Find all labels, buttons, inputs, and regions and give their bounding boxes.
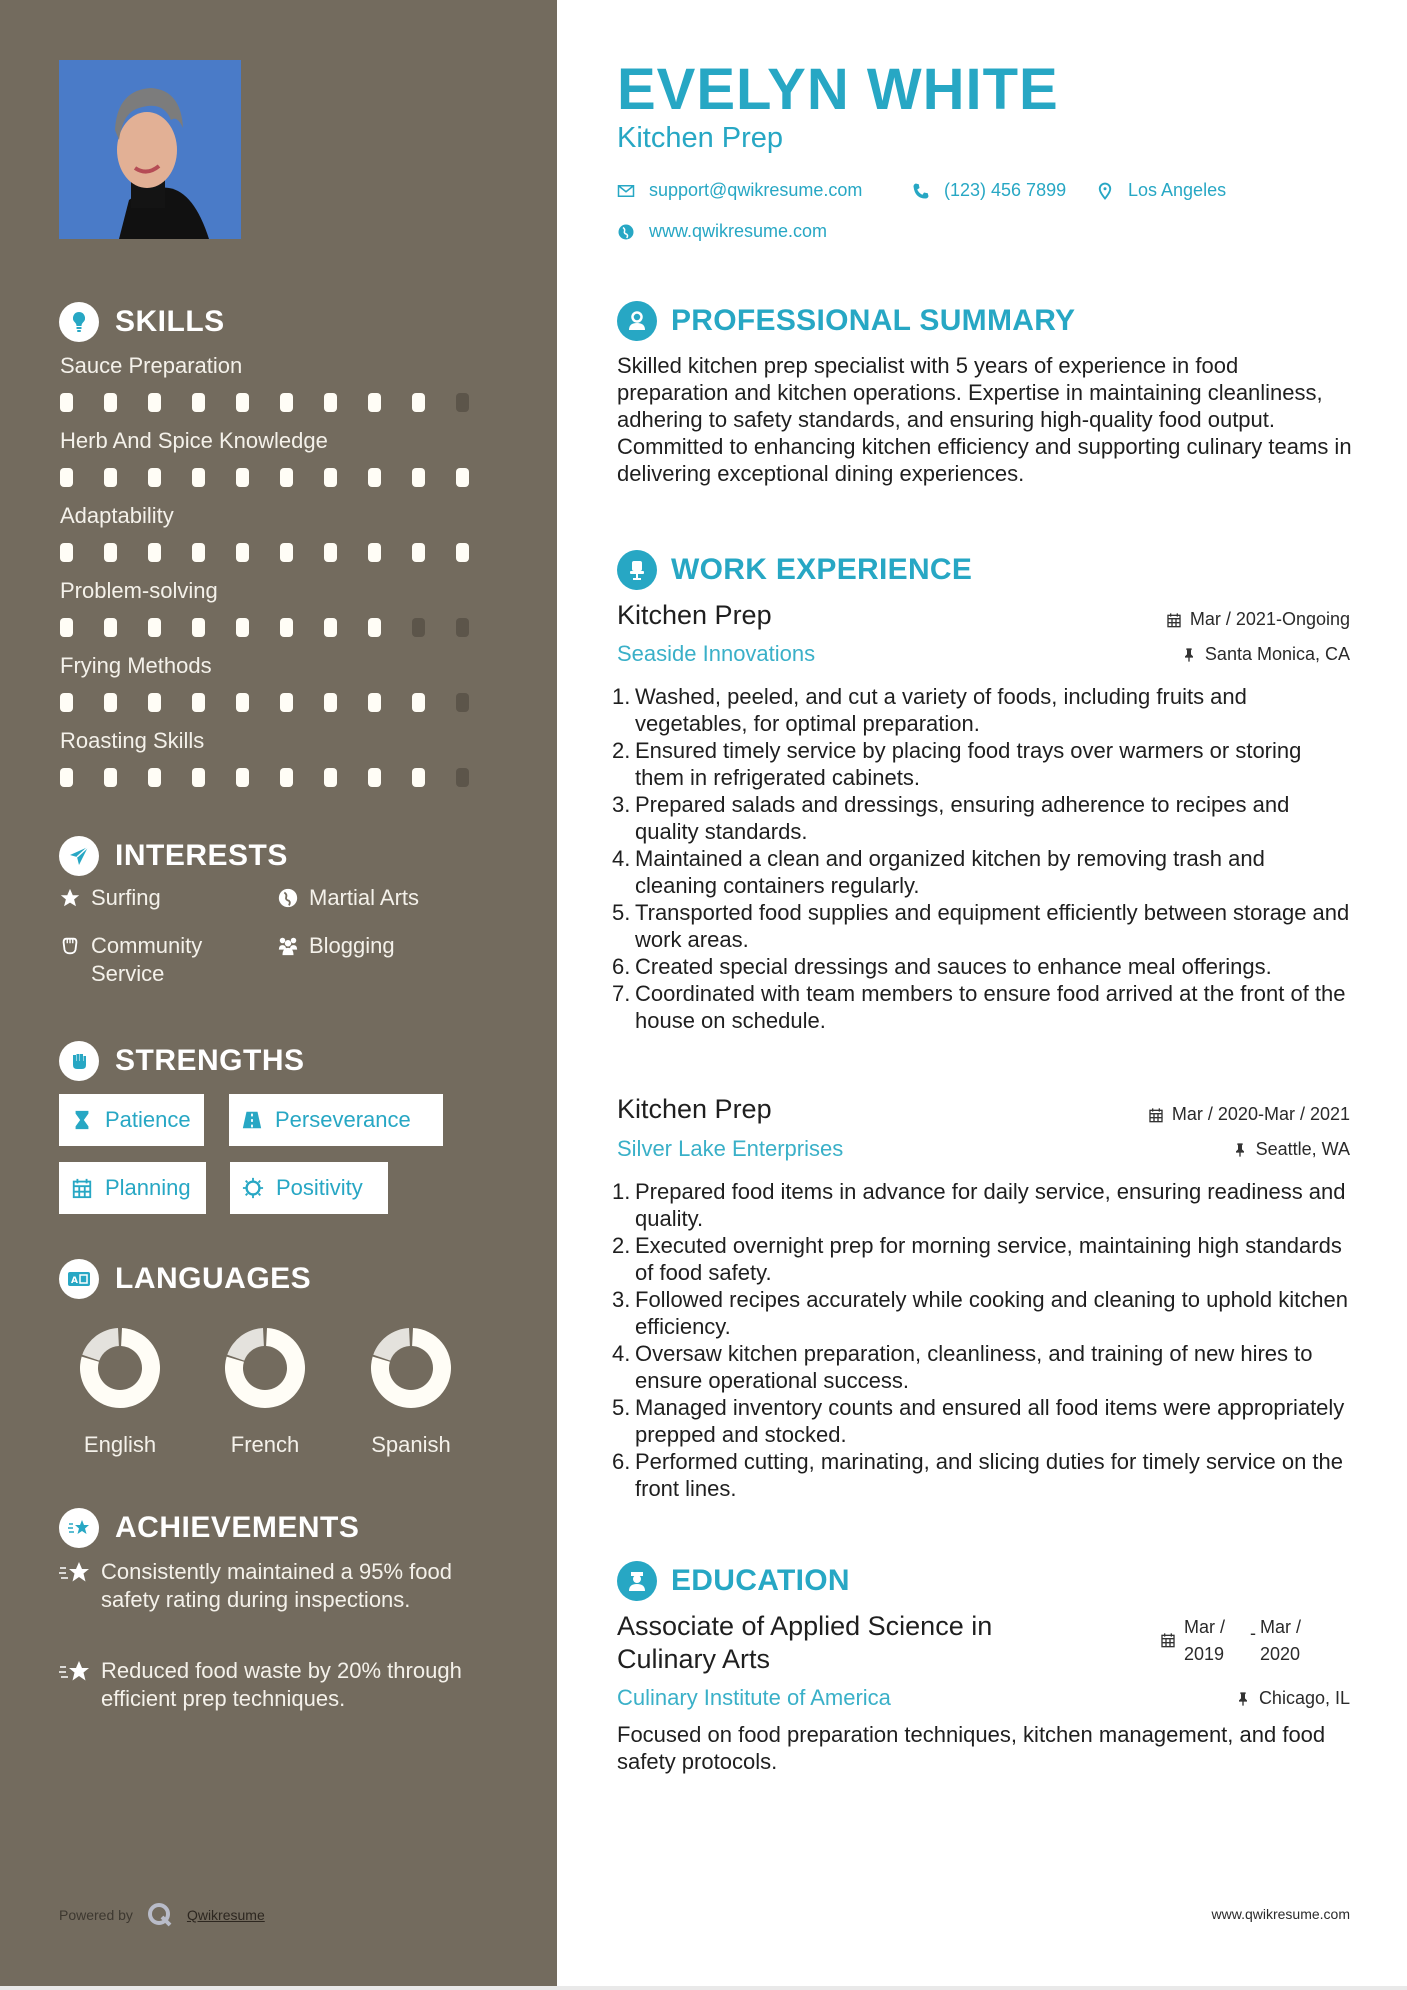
duty-item: 4. Oversaw kitchen preparation, cleanliness, and training of new hires to ensure operational success. (612, 1341, 1313, 1393)
skill-dot (412, 543, 425, 562)
skill-dot (236, 393, 249, 412)
skill-dot (60, 693, 73, 712)
skill-dot (192, 693, 205, 712)
duty-item: 2. Ensured timely service by placing food trays over warmers or storing them in refrigerated cabinets. (612, 738, 1302, 790)
interest-item: Surfing (59, 884, 161, 912)
skill-dot (280, 468, 293, 487)
achievements-heading: ACHIEVEMENTS (59, 1508, 359, 1548)
star-icon (59, 887, 81, 909)
skill-dot (280, 768, 293, 787)
skill-rating (60, 468, 500, 487)
skill-dot (280, 693, 293, 712)
job-location: Santa Monica, CA (1181, 644, 1350, 665)
skill-dot (236, 543, 249, 562)
calendar-icon (1148, 1107, 1164, 1123)
skill-dot (412, 693, 425, 712)
strength-badge: Patience (59, 1094, 204, 1146)
svg-text:A: A (71, 1276, 78, 1286)
contact-website[interactable]: www.qwikresume.com (617, 221, 827, 242)
skill-dot (192, 468, 205, 487)
duty-item: 5. Managed inventory counts and ensured all food items were appropriately prepped and stocked. (612, 1395, 1345, 1447)
hourglass-icon (71, 1109, 93, 1131)
school-name: Culinary Institute of America (617, 1685, 891, 1710)
skill-dot (104, 768, 117, 787)
skill-dot (456, 543, 469, 562)
skill-dot (148, 768, 161, 787)
skill-label: Sauce Preparation (60, 353, 243, 378)
skill-dot (148, 618, 161, 637)
skill-label: Frying Methods (60, 653, 212, 678)
calendar-icon (1160, 1632, 1176, 1648)
skill-dot (412, 768, 425, 787)
skill-item (60, 651, 500, 712)
interest-item: Community Service (59, 932, 259, 988)
job-duties (612, 683, 1352, 1034)
phone-icon (912, 182, 930, 200)
skill-dot (104, 543, 117, 562)
pushpin-icon (1232, 1142, 1248, 1158)
skill-rating (60, 618, 500, 637)
skill-dot (236, 693, 249, 712)
achievement-item: Consistently maintained a 95% food safety rating during inspections. (59, 1558, 499, 1614)
skill-dot (104, 693, 117, 712)
job-dates: Mar / 2021-Ongoing (1166, 609, 1350, 630)
duty-item: 5. Transported food supplies and equipment efficiently between storage and work areas. (612, 900, 1350, 952)
interest-item: Martial Arts (277, 884, 419, 912)
summary-heading: PROFESSIONAL SUMMARY (617, 301, 1075, 341)
skill-dot (324, 468, 337, 487)
skill-dot (280, 543, 293, 562)
sidebar (0, 0, 557, 1990)
shooting-star-icon (59, 1560, 91, 1586)
language-item: French (210, 1326, 320, 1458)
achievement-item: Reduced food waste by 20% through efficient prep techniques. (59, 1657, 499, 1713)
duty-item: 6. Created special dressings and sauces to enhance meal offerings. (612, 954, 1272, 979)
degree-title: Associate of Applied Science in Culinary Arts (617, 1611, 993, 1674)
footer-url[interactable]: www.qwikresume.com (1211, 1906, 1350, 1922)
duty-item: 1. Prepared food items in advance for daily service, ensuring readiness and quality. (612, 1179, 1346, 1231)
skill-dot (148, 543, 161, 562)
skill-dot (280, 618, 293, 637)
skill-dot (236, 618, 249, 637)
skill-dot (412, 393, 425, 412)
skill-dot (412, 618, 425, 637)
qwikresume-link[interactable]: Qwikresume (186, 1907, 265, 1923)
pushpin-icon (1235, 1691, 1251, 1707)
language-donut (369, 1326, 453, 1410)
skill-dot (192, 393, 205, 412)
road-icon (241, 1109, 263, 1131)
skill-dot (192, 618, 205, 637)
strength-badge: Perseverance (229, 1094, 443, 1146)
skill-rating (60, 543, 500, 562)
fist-icon (59, 1041, 99, 1081)
language-donut (78, 1326, 162, 1410)
skill-label: Roasting Skills (60, 728, 205, 753)
skill-item (60, 726, 500, 787)
skill-dot (104, 618, 117, 637)
job-dates: Mar / 2020-Mar / 2021 (1148, 1104, 1350, 1125)
skill-dot (368, 393, 381, 412)
skill-dot (60, 618, 73, 637)
skill-rating (60, 693, 500, 712)
candidate-title: Kitchen Prep (617, 122, 784, 154)
page-edge (0, 1986, 1407, 1990)
skill-dot (368, 468, 381, 487)
skill-dot (456, 693, 469, 712)
duty-item: 2. Executed overnight prep for morning service, maintaining high standards of food safety. (612, 1233, 1342, 1285)
envelope-icon (617, 182, 635, 200)
skill-dot (368, 768, 381, 787)
job-location: Seattle, WA (1232, 1139, 1350, 1160)
duty-item: 3. Prepared salads and dressings, ensuring adherence to recipes and quality standards. (612, 792, 1290, 844)
duty-item: 7. Coordinated with team members to ensure food arrived at the front of the house on schedule. (612, 981, 1346, 1033)
duty-item: 1. Washed, peeled, and cut a variety of foods, including fruits and vegetables, for optimal preparation. (612, 684, 1247, 736)
education-heading: EDUCATION (617, 1561, 850, 1601)
graduate-icon (617, 1561, 657, 1601)
skill-dot (104, 393, 117, 412)
skill-dot (280, 393, 293, 412)
skill-dot (456, 468, 469, 487)
skill-dot (324, 693, 337, 712)
skill-dot (192, 768, 205, 787)
language-item: English (65, 1326, 175, 1458)
skill-dot (60, 468, 73, 487)
skill-dot (236, 768, 249, 787)
translate-icon (59, 1259, 99, 1299)
shooting-star-icon (59, 1659, 91, 1685)
portrait-image (59, 60, 241, 239)
skill-rating (60, 393, 500, 412)
strengths-heading: STRENGTHS (59, 1041, 305, 1081)
globe-icon (277, 887, 299, 909)
qwikresume-logo-icon (145, 1900, 175, 1930)
interests-heading: INTERESTS (59, 836, 288, 876)
candidate-name: EVELYN WHITE (617, 57, 1059, 122)
skill-dot (412, 468, 425, 487)
skill-dot (368, 618, 381, 637)
skill-dot (368, 693, 381, 712)
summary-text: Skilled kitchen prep specialist with 5 years of experience in food preparation and kitchen operations. Expertise in maintaining cleanliness, adhering to safety standards, and ensuring high-quality food output. Committed to enhancing kitchen efficiency and supporting culinary teams in delivering exceptional dining experiences. (617, 353, 1352, 486)
contact-phone[interactable]: (123) 456 7899 (912, 180, 1066, 201)
powered-by: Powered by Qwikresume (59, 1900, 265, 1930)
company-name: Silver Lake Enterprises (617, 1136, 844, 1161)
strength-badge: Planning (59, 1162, 206, 1214)
paper-plane-icon (59, 836, 99, 876)
user-icon (617, 301, 657, 341)
language-item: Spanish (356, 1326, 466, 1458)
skill-dot (324, 543, 337, 562)
company-name: Seaside Innovations (617, 641, 816, 666)
skill-dot (148, 468, 161, 487)
calendar-icon (1166, 612, 1182, 628)
skills-heading: SKILLS (59, 302, 225, 342)
skill-label: Herb And Spice Knowledge (60, 428, 328, 453)
strength-badge: Positivity (230, 1162, 388, 1214)
education-description: Focused on food preparation techniques, kitchen management, and food safety protocols. (617, 1722, 1326, 1774)
globe-icon (617, 223, 635, 241)
job-duties (612, 1178, 1352, 1502)
profile-photo (59, 60, 241, 239)
skill-label: Adaptability (60, 503, 174, 528)
skill-dot (60, 543, 73, 562)
shooting-star-icon (59, 1508, 99, 1548)
users-icon (277, 935, 299, 957)
skill-item (60, 426, 500, 487)
skill-label: Problem-solving (60, 578, 218, 603)
map-pin-icon (1096, 182, 1114, 200)
job-title: Kitchen Prep (617, 600, 772, 630)
pushpin-icon (1181, 647, 1197, 663)
skill-dot (324, 618, 337, 637)
language-donut (223, 1326, 307, 1410)
skill-rating (60, 768, 500, 787)
school-location: Chicago, IL (1235, 1688, 1350, 1709)
office-chair-icon (617, 550, 657, 590)
hand-icon (59, 935, 81, 957)
sun-icon (242, 1177, 264, 1199)
skill-dot (324, 393, 337, 412)
skill-item (60, 501, 500, 562)
skill-dot (192, 543, 205, 562)
duty-item: 3. Followed recipes accurately while cooking and cleaning to uphold kitchen efficiency. (612, 1287, 1348, 1339)
skill-dot (456, 768, 469, 787)
lightbulb-icon (59, 302, 99, 342)
languages-heading: A LANGUAGES (59, 1259, 311, 1299)
skill-dot (60, 393, 73, 412)
job-title: Kitchen Prep (617, 1094, 772, 1124)
contact-location: Los Angeles (1096, 180, 1226, 201)
calendar-icon (71, 1177, 93, 1199)
skill-item (60, 576, 500, 637)
skill-dot (368, 543, 381, 562)
skill-dot (148, 693, 161, 712)
skill-dot (148, 393, 161, 412)
skill-dot (324, 768, 337, 787)
education-dates: Mar / 2019 - Mar / 2020 (1160, 1614, 1312, 1668)
duty-item: 6. Performed cutting, marinating, and slicing duties for timely service on the front lines. (612, 1449, 1343, 1501)
skill-dot (104, 468, 117, 487)
skill-dot (456, 618, 469, 637)
skill-dot (236, 468, 249, 487)
experience-heading: WORK EXPERIENCE (617, 550, 972, 590)
skill-dot (60, 768, 73, 787)
duty-item: 4. Maintained a clean and organized kitchen by removing trash and cleaning containers regularly. (612, 846, 1265, 898)
contact-email[interactable]: support@qwikresume.com (617, 180, 862, 201)
skill-dot (456, 393, 469, 412)
skill-item (60, 351, 500, 412)
interest-item: Blogging (277, 932, 395, 960)
